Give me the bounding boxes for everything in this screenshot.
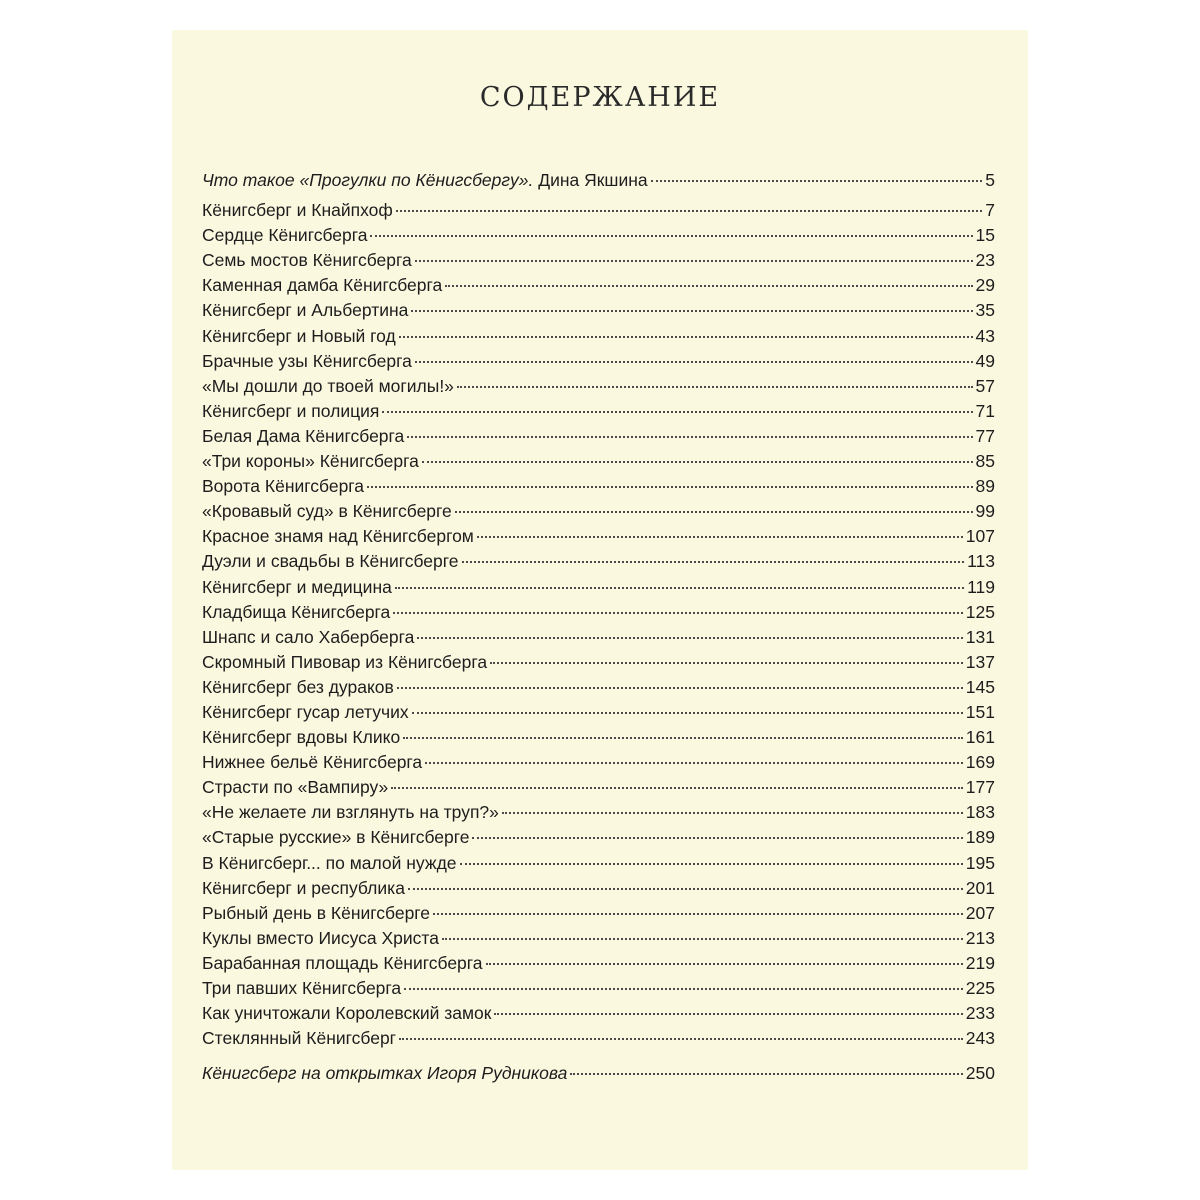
dot-leader (494, 1013, 962, 1015)
dot-leader (422, 461, 973, 463)
toc-entry-page: 89 (975, 476, 995, 497)
dot-leader (477, 536, 963, 538)
toc-entry-page: 35 (975, 300, 995, 321)
toc-entry-label: «Мы дошли до твоей могилы!» (202, 375, 454, 396)
dot-leader (399, 1038, 963, 1040)
toc-entry-page: 145 (965, 676, 995, 697)
toc-entry-label: Кёнигсберг и Альбертина (202, 300, 409, 321)
dot-leader (460, 863, 963, 865)
dot-leader (404, 988, 963, 990)
dot-leader (396, 210, 982, 212)
toc-entry-label: Каменная дамба Кёнигсберга (202, 275, 443, 296)
toc-entry-page: 43 (975, 325, 995, 346)
dot-leader (407, 436, 972, 438)
toc-entry-page: 99 (975, 501, 995, 522)
toc-entry-page: 125 (965, 601, 995, 622)
toc-entry-page: 183 (965, 802, 995, 823)
toc-entry-label: Куклы вместо Иисуса Христа (202, 927, 439, 948)
toc-entry[interactable] (202, 401, 995, 426)
toc-entry[interactable] (202, 953, 995, 978)
toc-entry-label: Стеклянный Кёнигсберг (202, 1028, 397, 1049)
toc-entries (202, 200, 995, 1053)
toc-entry[interactable] (202, 853, 995, 878)
dot-leader (490, 662, 963, 664)
toc-entry-page: 213 (965, 927, 995, 948)
toc-entry-page: 131 (965, 626, 995, 647)
toc-entry-label: Как уничтожали Королевский замок (202, 1003, 492, 1024)
page-title: СОДЕРЖАНИЕ (479, 82, 721, 113)
toc-entry-label: Кёнигсберг гусар летучих (202, 701, 409, 722)
toc-entry-label: Шнапс и сало Хаберберга (202, 626, 415, 647)
toc-entry[interactable] (202, 250, 995, 275)
toc-entry[interactable] (202, 978, 995, 1003)
toc-entry-page: 85 (975, 451, 995, 472)
dot-leader (433, 913, 963, 915)
table-of-contents (202, 170, 995, 1088)
toc-entry-page: 15 (975, 225, 995, 246)
toc-entry[interactable] (202, 551, 995, 576)
toc-entry[interactable] (202, 426, 995, 451)
toc-entry-label: Страсти по «Вампиру» (202, 777, 389, 798)
dot-leader (417, 637, 962, 639)
toc-entry-label: Кёнигсберг на открытках Игоря Рудникова (202, 1063, 568, 1084)
dot-leader (403, 737, 963, 739)
toc-entry-label: Сердце Кёнигсберга (202, 225, 368, 246)
dot-leader (370, 235, 972, 237)
toc-entry-label: Кладбища Кёнигсберга (202, 601, 391, 622)
toc-entry-label: Ворота Кёнигсберга (202, 476, 365, 497)
dot-leader (367, 486, 972, 488)
toc-entry-page: 5 (985, 170, 995, 190)
dot-leader (472, 837, 962, 839)
toc-entry-label: «Три короны» Кёнигсберга (202, 451, 419, 472)
toc-entry-page: 29 (975, 275, 995, 296)
toc-entry[interactable] (202, 677, 995, 702)
toc-entry-label: «Не желаете ли взглянуть на труп?» (202, 802, 499, 823)
dot-leader (391, 787, 963, 789)
dot-leader (442, 938, 963, 940)
toc-entry-label: Семь мостов Кёнигсберга (202, 250, 412, 271)
toc-entry-label: Рыбный день в Кёнигсберге (202, 902, 431, 923)
toc-entry-label: Кёнигсберг и республика (202, 877, 405, 898)
toc-entry[interactable] (202, 275, 995, 300)
toc-entry[interactable] (202, 777, 995, 802)
toc-entry-label: Красное знамя над Кёнигсбергом (202, 526, 474, 547)
dot-leader (457, 386, 973, 388)
toc-entry[interactable] (202, 1028, 995, 1053)
toc-entry[interactable] (202, 602, 995, 627)
toc-entry[interactable] (202, 802, 995, 827)
toc-entry-label: «Старые русские» в Кёнигсберге (202, 827, 470, 848)
dot-leader (382, 411, 972, 413)
toc-entry[interactable] (202, 476, 995, 501)
toc-entry-page: 57 (975, 375, 995, 396)
toc-entry[interactable] (202, 326, 995, 351)
toc-entry-page: 189 (965, 827, 995, 848)
toc-entry[interactable] (202, 702, 995, 727)
toc-entry[interactable] (202, 351, 995, 376)
dot-leader (462, 561, 965, 563)
dot-leader (412, 712, 963, 714)
toc-entry[interactable] (202, 928, 995, 953)
toc-entry-label: Кёнигсберг и Новый год (202, 325, 396, 346)
dot-leader (395, 587, 964, 589)
toc-entry-page: 77 (975, 425, 995, 446)
dot-leader (397, 687, 963, 689)
dot-leader (425, 762, 963, 764)
dot-leader (502, 812, 963, 814)
toc-entry-page: 113 (967, 551, 995, 572)
toc-entry-page: 177 (965, 777, 995, 798)
toc-entry-closing[interactable] (202, 1063, 995, 1088)
dot-leader (415, 260, 973, 262)
toc-entry[interactable] (202, 451, 995, 476)
toc-entry[interactable] (202, 827, 995, 852)
toc-entry-label: Белая Дама Кёнигсберга (202, 425, 405, 446)
book-page (172, 30, 1028, 1170)
toc-entry-label: Кёнигсберг и Кнайпхоф (202, 200, 393, 221)
dot-leader (399, 336, 973, 338)
toc-entry-label: Дуэли и свадьбы в Кёнигсберге (202, 551, 459, 572)
toc-entry[interactable] (202, 627, 995, 652)
toc-entry[interactable] (202, 652, 995, 677)
toc-entry[interactable] (202, 501, 995, 526)
toc-entry-page: 250 (965, 1063, 995, 1084)
dot-leader (570, 1073, 962, 1075)
toc-entry-page: 107 (965, 526, 995, 547)
intro-author: Дина Якшина (533, 170, 648, 190)
toc-entry-page: 161 (965, 727, 995, 748)
toc-entry[interactable] (202, 1003, 995, 1028)
toc-entry-page: 243 (965, 1028, 995, 1049)
toc-entry-label (202, 170, 648, 191)
toc-entry-page: 169 (965, 752, 995, 773)
toc-entry-label: Кёнигсберг без дураков (202, 676, 394, 697)
toc-entry[interactable] (202, 225, 995, 250)
toc-entry[interactable] (202, 727, 995, 752)
dot-leader (415, 361, 973, 363)
toc-entry-label: В Кёнигсберг... по малой нужде (202, 852, 457, 873)
toc-entry-page: 137 (965, 651, 995, 672)
toc-entry-page: 7 (985, 200, 995, 221)
toc-entry[interactable] (202, 903, 995, 928)
toc-entry-page: 119 (967, 576, 995, 597)
toc-entry-page: 195 (965, 852, 995, 873)
toc-entry-page: 151 (965, 701, 995, 722)
toc-entry-intro[interactable] (202, 170, 995, 195)
toc-entry-page: 207 (965, 902, 995, 923)
toc-entry-label: Скромный Пивовар из Кёнигсберга (202, 651, 488, 672)
toc-entry-page: 219 (965, 952, 995, 973)
toc-entry-label: «Кровавый суд» в Кёнигсберге (202, 501, 452, 522)
toc-entry-page: 71 (975, 400, 995, 421)
dot-leader (486, 963, 963, 965)
toc-entry-label: Нижнее бельё Кёнигсберга (202, 752, 423, 773)
toc-entry[interactable] (202, 200, 995, 225)
toc-entry-page: 225 (965, 978, 995, 998)
toc-entry-label: Кёнигсберг и полиция (202, 400, 380, 421)
toc-entry[interactable] (202, 526, 995, 551)
toc-entry-label: Брачные узы Кёнигсберга (202, 350, 412, 371)
toc-entry[interactable] (202, 376, 995, 401)
toc-entry[interactable] (202, 577, 995, 602)
dot-leader (651, 180, 983, 182)
toc-entry-label: Три павших Кёнигсберга (202, 978, 402, 998)
dot-leader (408, 888, 963, 890)
toc-entry-page: 23 (975, 250, 995, 271)
toc-entry-page: 201 (965, 877, 995, 898)
intro-title: Что такое «Прогулки по Кёнигсбергу». (202, 170, 534, 190)
dot-leader (455, 511, 973, 513)
toc-entry-page: 49 (975, 350, 995, 371)
toc-entry-label: Кёнигсберг и медицина (202, 576, 392, 597)
toc-entry-label: Кёнигсберг вдовы Клико (202, 727, 401, 748)
toc-entry[interactable] (202, 300, 995, 325)
dot-leader (393, 612, 963, 614)
toc-entry-label: Барабанная площадь Кёнигсберга (202, 952, 483, 973)
dot-leader (445, 285, 972, 287)
dot-leader (411, 310, 972, 312)
toc-entry-page: 233 (965, 1003, 995, 1024)
toc-entry[interactable] (202, 878, 995, 903)
toc-entry[interactable] (202, 752, 995, 777)
